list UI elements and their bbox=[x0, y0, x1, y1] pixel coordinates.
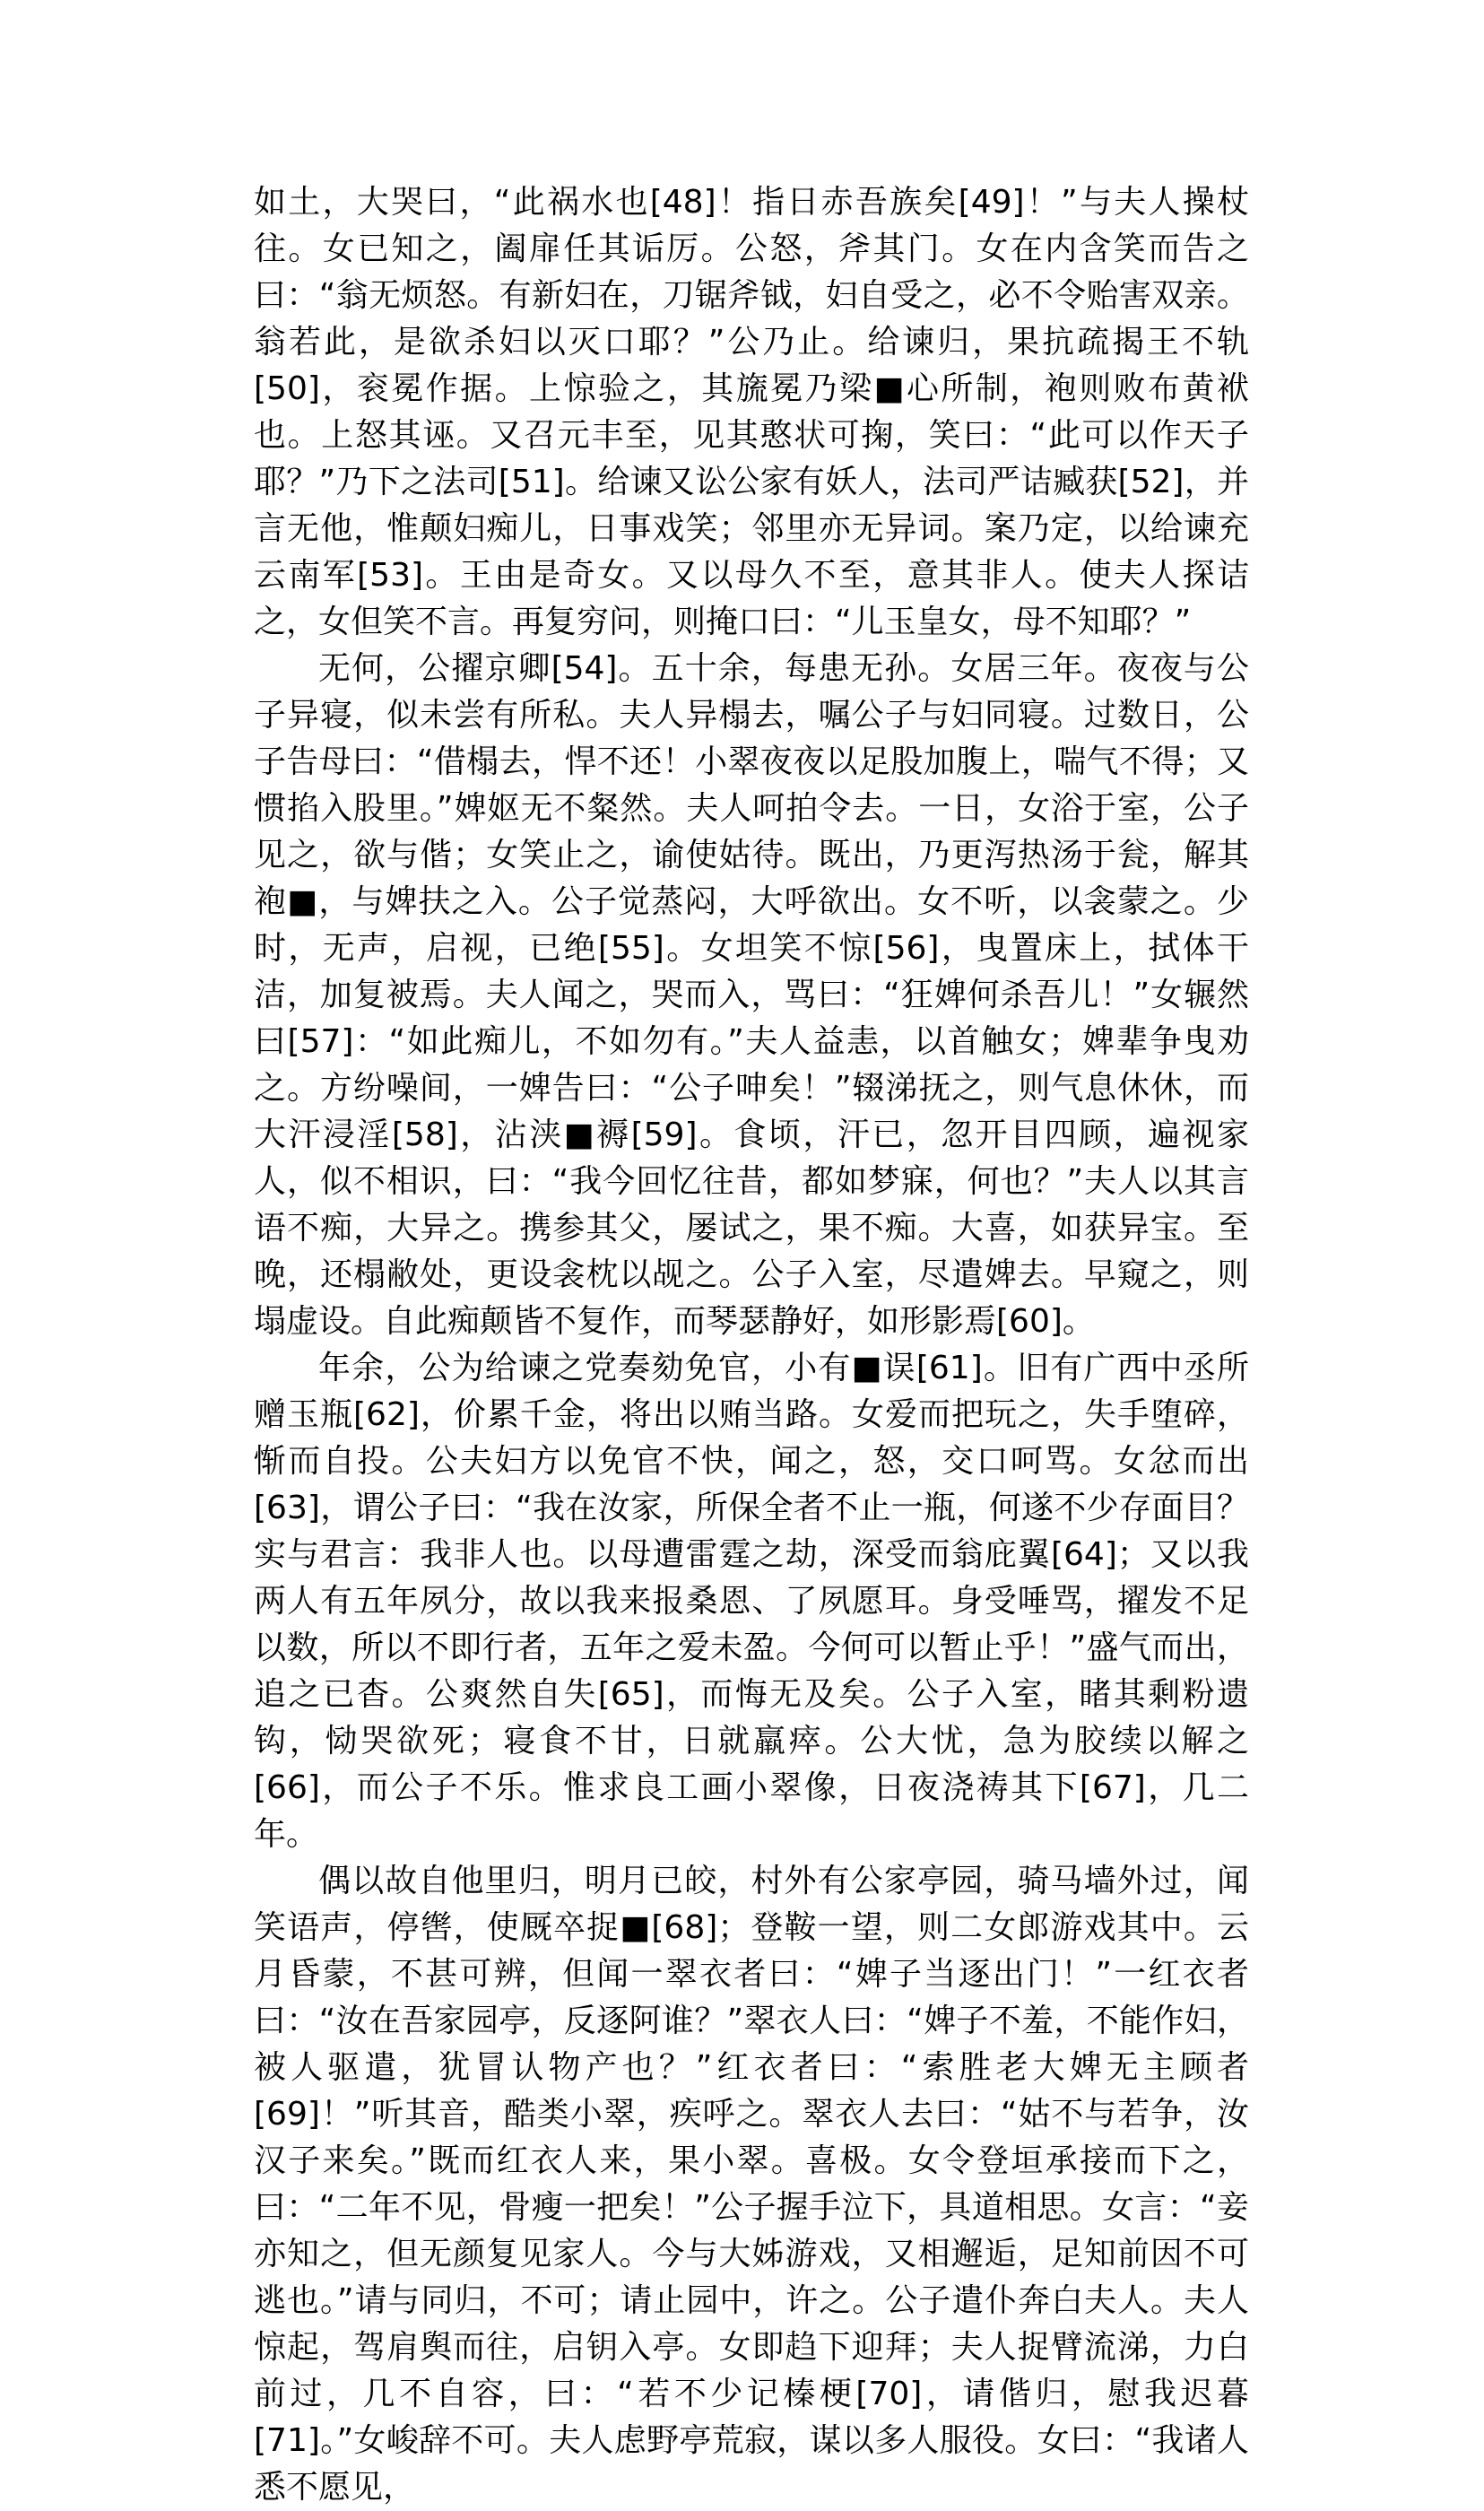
document-page bbox=[254, 179, 1249, 2511]
paragraph-4: 偶以故自他里归，明月已皎，村外有公家亭园，骑马墙外过，闻笑语声，停辔，使厩卒捉■[68]；登鞍一望，则二女郎游戏其中。云月昏蒙，不甚可辨，但闻一翠衣者曰：“婢子当逐出门！”一红衣者曰：“汝在吾家园亭，反逐阿谁？”翠衣人曰：“婢子不羞，不能作妇，被人驱遣，犹冒认物产也？”红衣者曰：“索胜老大婢无主顾者[69]！”听其音，酷类小翠，疾呼之。翠衣人去曰：“姑不与若争，汝汉子来矣。”既而红衣人来，果小翠。喜极。女令登垣承接而下之，曰：“二年不见，骨瘦一把矣！”公子握手泣下，具道相思。女言：“妾亦知之，但无颜复见家人。今与大姊游戏，又相邂逅，足知前因不可逃也。”请与同归，不可；请止园中，许之。公子遣仆奔白夫人。夫人惊起，驾肩舆而往，启钥入亭。女即趋下迎拜；夫人捉臂流涕，力白前过，几不自容，曰：“若不少记榛梗[70]，请偕归，慰我迟暮[71]。”女峻辞不可。夫人虑野亭荒寂，谋以多人服役。女曰：“我诸人悉不愿见， bbox=[254, 1863, 1249, 2506]
paragraph-2: 无何，公擢京卿[54]。五十余，每患无孙。女居三年。夜夜与公子异寝，似未尝有所私。夫人异榻去，嘱公子与妇同寝。过数日，公子告母曰：“借榻去，悍不还！小翠夜夜以足股加腹上，喘气不得；又惯掐入股里。”婢妪无不粲然。夫人呵拍令去。一日，女浴于室，公子见之，欲与偕；女笑止之，谕使姑待。既出，乃更泻热汤于瓮，解其袍■，与婢扶之入。公子觉蒸闷，大呼欲出。女不听，以衾蒙之。少时，无声，启视，已绝[55]。女坦笑不惊[56]，曳置床上，拭体干洁，加复被焉。夫人闻之，哭而入，骂曰：“狂婢何杀吾儿！”女辗然曰[57]：“如此痴儿，不如勿有。”夫人益恚，以首触女；婢辈争曳劝之。方纷噪间，一婢告曰：“公子呻矣！”辍涕抚之，则气息休休，而大汗浸淫[58]，沾浃■褥[59]。食顷，汗已，忽开目四顾，遍视家人，似不相识，曰：“我今回忆往昔，都如梦寐，何也？”夫人以其言语不痴，大异之。携参其父，屡试之，果不痴。大喜，如获异宝。至晚，还榻敝处，更设衾枕以觇之。公子入室，尽遣婢去。早窥之，则塌虚设。自此痴颠皆不复作，而琴瑟静好，如形影焉[60]。 bbox=[254, 650, 1249, 1340]
paragraph-1: 如土，大哭曰，“此祸水也[48]！指日赤吾族矣[49]！”与夫人操杖往。女已知之，阖扉任其诟厉。公怒，斧其门。女在内含笑而告之曰：“翁无烦怒。有新妇在，刀锯斧钺，妇自受之，必不令贻害双亲。翁若此，是欲杀妇以灭口耶？”公乃止。给谏归，果抗疏揭王不轨[50]，衮冕作据。上惊验之，其旒冕乃梁■心所制，袍则败布黄袱也。上怒其诬。又召元丰至，见其憨状可掬，笑曰：“此可以作天子耶？”乃下之法司[51]。给谏又讼公家有妖人，法司严诘臧获[52]，并言无他，惟颠妇痴儿，日事戏笑；邻里亦无异词。案乃定，以给谏充云南军[53]。王由是奇女。又以母久不至，意其非人。使夫人探诘之，女但笑不言。再复穷问，则掩口曰：“儿玉皇女，母不知耶？” bbox=[254, 184, 1249, 640]
paragraph-3: 年余，公为给谏之党奏劾免官，小有■误[61]。旧有广西中丞所赠玉瓶[62]，价累千金，将出以贿当路。女爱而把玩之，失手堕碎，惭而自投。公夫妇方以免官不快，闻之，怒，交口呵骂。女忿而出[63]，谓公子曰：“我在汝家，所保全者不止一瓶，何遂不少存面目？实与君言：我非人也。以母遭雷霆之劫，深受而翁庇翼[64]；又以我两人有五年夙分，故以我来报桑恩、了夙愿耳。身受唾骂，擢发不足以数，所以不即行者，五年之爱未盈。今何可以暂止乎！”盛气而出，追之已杳。公爽然自失[65]，而悔无及矣。公子入室，睹其剩粉遗钩，恸哭欲死；寝食不甘，日就羸瘁。公大忧，急为胶续以解之[66]，而公子不乐。惟求良工画小翠像，日夜浇祷其下[67]，几二年。 bbox=[254, 1350, 1249, 1853]
